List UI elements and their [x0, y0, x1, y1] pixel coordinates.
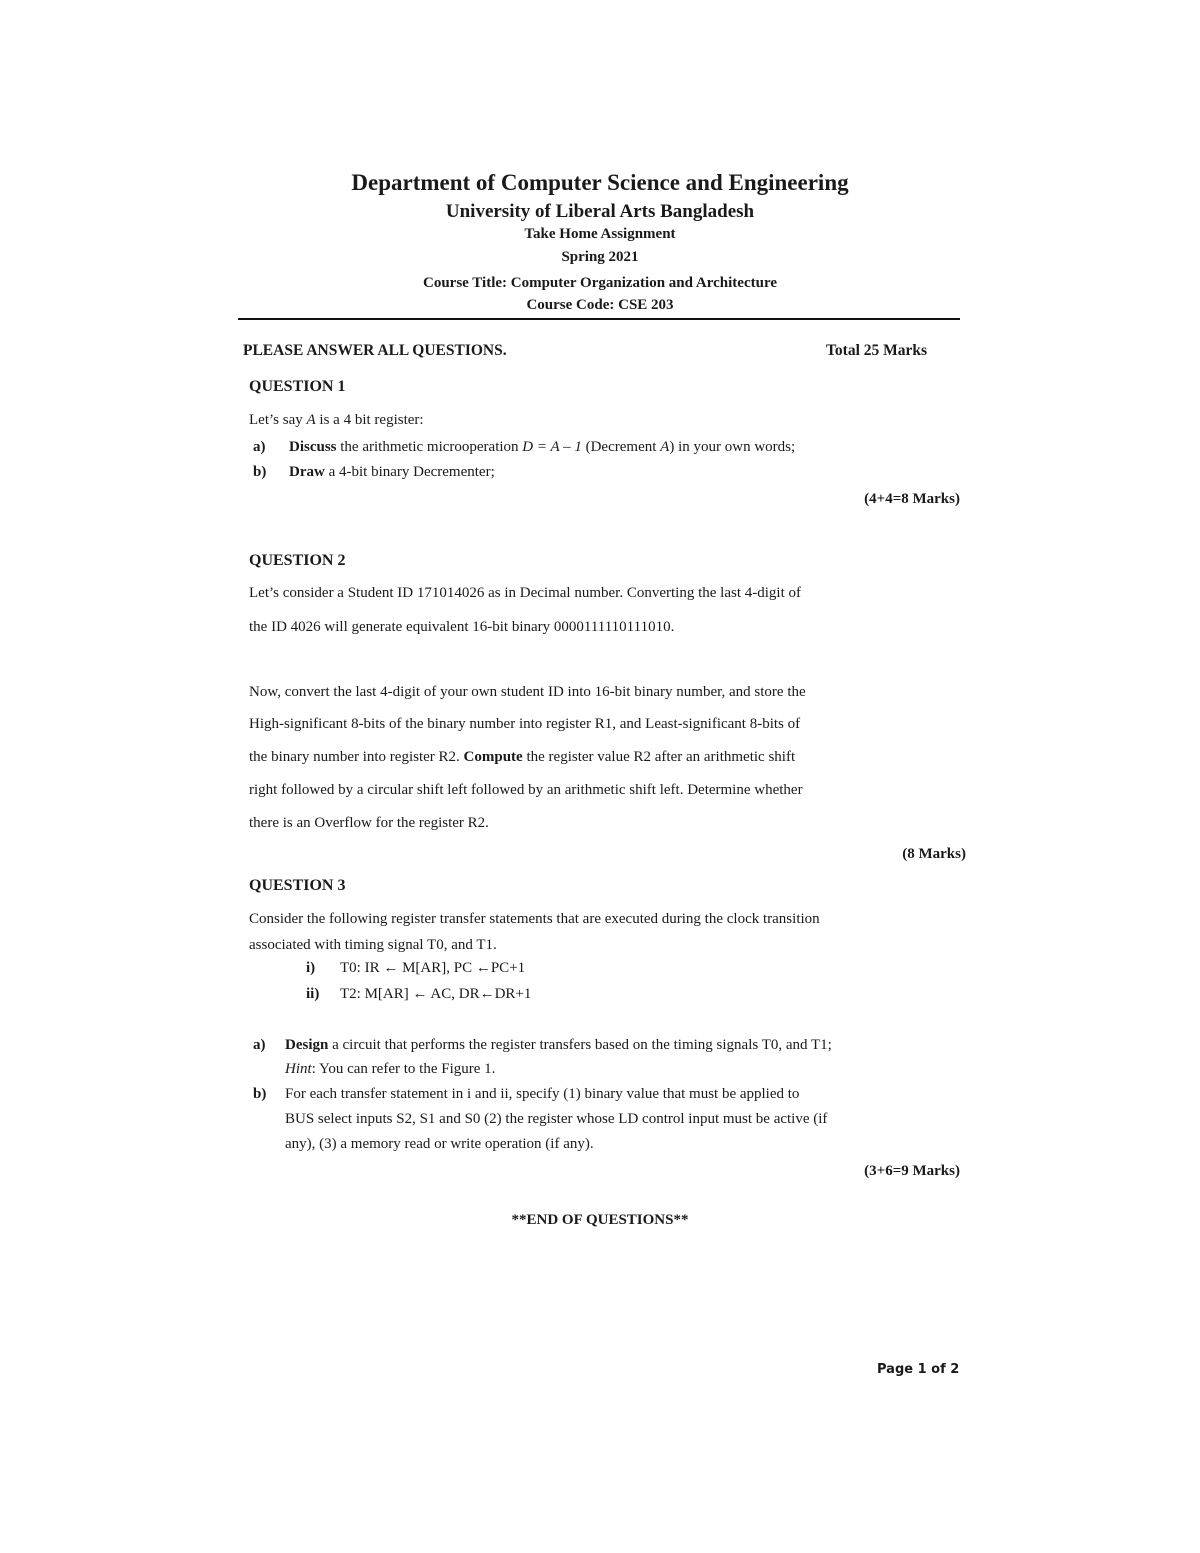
q1-a-label: a)	[253, 439, 266, 455]
q1-intro-text-end: is a 4 bit register:	[315, 412, 424, 428]
q1-b-label: b)	[253, 464, 267, 480]
q3-b-line-1: For each transfer statement in i and ii, specify (1) binary value that must be applied to	[285, 1086, 800, 1102]
university-name: University of Liberal Arts Bangladesh	[445, 201, 755, 222]
question-2-line-1: Let’s consider a Student ID 171014026 as in Decimal number. Converting the last 4-digit of	[249, 585, 801, 601]
question-3-intro-2: associated with timing signal T0, and T1.	[249, 937, 497, 953]
q1-b-text: a 4-bit binary Decrementer;	[324, 464, 495, 480]
question-2-para-line-5: there is an Overflow for the register R2.	[249, 815, 489, 831]
q1-intro-var: A	[306, 412, 316, 428]
question-1-part-a	[253, 439, 795, 456]
question-2-para-line-2: High-significant 8-bits of the binary number into register R1, and Least-significant 8-bits of	[249, 716, 801, 732]
department-title: Department of Computer Science and Engineering	[351, 170, 849, 195]
q1-a-var: A	[660, 439, 670, 455]
q1-a-text2: (Decrement	[581, 439, 661, 455]
question-3-heading: QUESTION 3	[249, 877, 346, 894]
question-3-part-b-line-2: BUS select inputs S2, S1 and S0 (2) the register whose LD control input must be active (if	[285, 1111, 828, 1127]
q1-a-equation: D = A – 1	[522, 439, 582, 455]
question-1-heading: QUESTION 1	[249, 378, 346, 395]
question-3-item-ii	[306, 986, 531, 1003]
question-2-para-line-4: right followed by a circular shift left followed by an arithmetic shift left. Determine whether	[249, 782, 803, 798]
q1-a-text3: ) in your own words;	[669, 439, 796, 455]
question-3-intro-1: Consider the following register transfer statements that are executed during the clock transition	[249, 911, 820, 927]
page-number: Page 1 of 2	[877, 1362, 960, 1377]
total-marks: Total 25 Marks	[826, 342, 928, 359]
question-2-para-line-3	[249, 749, 795, 766]
q3-i-text: T0: IR ← M[AR], PC ←PC+1	[340, 960, 526, 976]
question-3-part-b-line-3: any), (3) a memory read or write operation (if any).	[285, 1136, 594, 1152]
question-3-hint	[285, 1061, 495, 1078]
q1-b-verb: Draw	[289, 464, 325, 480]
assignment-type: Take Home Assignment	[524, 226, 676, 242]
question-3-marks: (3+6=9 Marks)	[864, 1163, 960, 1179]
course-code: Course Code: CSE 203	[526, 297, 674, 313]
q2-line3-text-end: the register value R2 after an arithmetic shift	[522, 749, 796, 765]
question-2-heading: QUESTION 2	[249, 552, 346, 569]
question-1-intro	[249, 412, 424, 429]
q3-i-label: i)	[306, 960, 316, 976]
q3-hint-text: : You can refer to the Figure 1.	[311, 1061, 496, 1077]
q1-a-verb: Discuss	[289, 439, 337, 455]
question-2-line-2: the ID 4026 will generate equivalent 16-bit binary 0000111110111010.	[249, 619, 675, 635]
question-3-item-i	[306, 960, 525, 977]
q3-a-text: a circuit that performs the register transfers based on the timing signals T0, and T1;	[328, 1037, 832, 1053]
instructions: PLEASE ANSWER ALL QUESTIONS.	[243, 342, 507, 359]
question-1-marks: (4+4=8 Marks)	[864, 491, 960, 507]
q1-intro-text: Let’s say	[249, 412, 307, 428]
question-2-marks: (8 Marks)	[902, 846, 966, 862]
q1-a-text: the arithmetic microoperation	[336, 439, 523, 455]
question-3-part-b	[253, 1086, 799, 1103]
question-3-part-a	[253, 1037, 832, 1054]
q3-b-label: b)	[253, 1086, 267, 1102]
q3-a-label: a)	[253, 1037, 266, 1053]
question-2-para-line-1: Now, convert the last 4-digit of your own student ID into 16-bit binary number, and store the	[249, 684, 806, 700]
course-title: Course Title: Computer Organization and Architecture	[422, 275, 777, 291]
question-1-part-b	[253, 464, 495, 481]
q2-compute-verb: Compute	[463, 749, 523, 765]
q3-ii-text: T2: M[AR] ← AC, DR←DR+1	[340, 986, 532, 1002]
q3-hint-label: Hint	[285, 1061, 312, 1077]
semester: Spring 2021	[561, 249, 639, 265]
header-divider	[238, 318, 960, 320]
q2-line3-text: the binary number into register R2.	[249, 749, 464, 765]
end-of-questions: **END OF QUESTIONS**	[511, 1212, 689, 1228]
q3-ii-label: ii)	[306, 986, 320, 1002]
q3-a-verb: Design	[285, 1037, 329, 1053]
